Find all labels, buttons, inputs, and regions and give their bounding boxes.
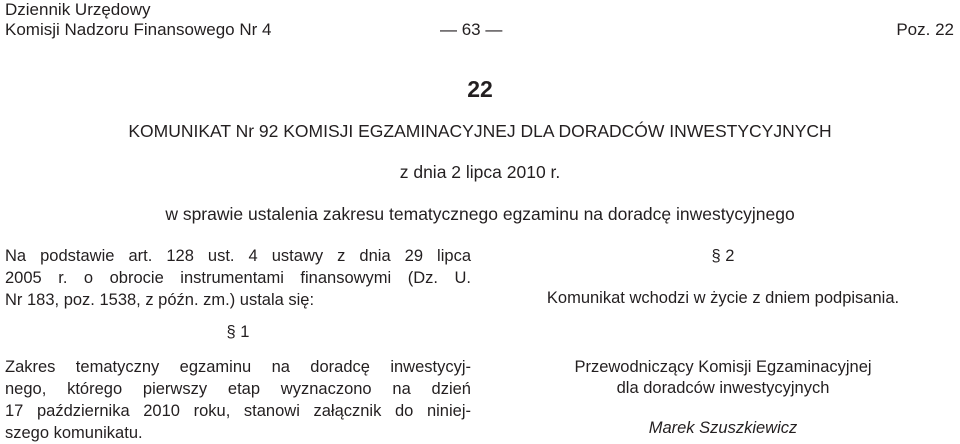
document-title: KOMUNIKAT Nr 92 KOMISJI EGZAMINACYJNEJ DLA DORADCÓW INWESTYCYJNYCH: [128, 121, 832, 141]
issuer-line: Komisji Nadzoru Finansowego Nr 4: [5, 20, 272, 39]
preamble-line: Na podstawie art. 128 ust. 4 ustawy z dnia 29 lipca: [5, 247, 471, 265]
signature-title-line-2: dla doradców inwestycyjnych: [616, 379, 830, 397]
section-1-line: nego, którego pierwszy etap wyznaczono na dzień: [5, 380, 471, 398]
document-date: z dnia 2 lipca 2010 r.: [399, 162, 561, 182]
preamble: [5, 245, 471, 311]
section-1-heading: § 1: [226, 323, 250, 341]
section-1-text: [5, 356, 471, 444]
document-subject: w sprawie ustalenia zakresu tematycznego egzaminu na doradcę inwestycyjnego: [165, 204, 795, 224]
signatory-name: Marek Szuszkiewicz: [648, 419, 798, 437]
section-2-heading: § 2: [711, 247, 735, 265]
position-label: Poz. 22: [896, 20, 954, 39]
page-number: — 63 —: [440, 20, 503, 39]
section-1-line: 17 października 2010 roku, stanowi załącznik do niniej-: [5, 402, 471, 420]
journal-name: Dziennik Urzędowy: [5, 0, 151, 19]
preamble-line: Nr 183, poz. 1538, z późn. zm.) ustala się:: [5, 291, 315, 309]
preamble-line: 2005 r. o obrocie instrumentami finansowymi (Dz. U.: [5, 269, 471, 287]
signature-title-line-1: Przewodniczący Komisji Egzaminacyjnej: [574, 358, 872, 376]
section-1-line: szego komunikatu.: [5, 424, 143, 442]
section-2-text: Komunikat wchodzi w życie z dniem podpisania.: [546, 289, 900, 307]
section-1-line: Zakres tematyczny egzaminu na doradcę inwestycyj-: [5, 358, 471, 376]
document-number: 22: [467, 76, 493, 102]
